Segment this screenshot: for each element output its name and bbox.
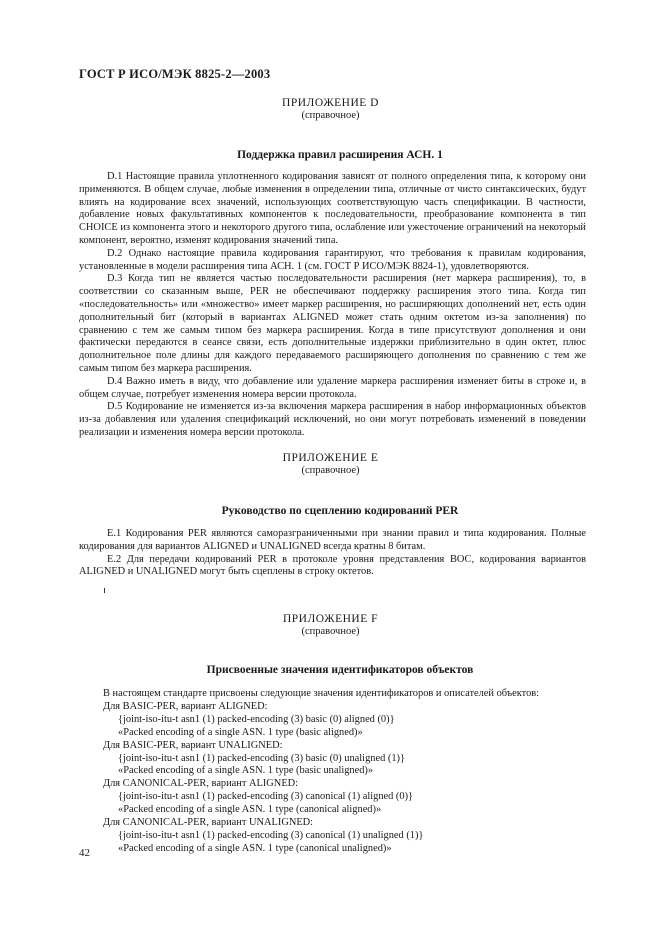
oid-value: {joint-iso-itu-t asn1 (1) packed-encoding (3) basic (0) unaligned (1)} (118, 752, 405, 764)
paragraph-e1: E.1 Кодирования PER являются саморазграниченными при знании правил и типа кодирования. Полные кодирования для вариантов ALIGNED и UNALIGNED всегда кратны 8 битам. (79, 528, 586, 552)
paragraph-d2: D.2 Однако настоящие правила кодирования гарантируют, что требования к правилам кодирования, установленные в модели расширения типа АСН. 1 (см. ГОСТ Р ИСО/МЭК 8824-1), удовлетворяются. (79, 247, 586, 272)
appendix-f-heading: Присвоенные значения идентификаторов объектов (206, 664, 474, 676)
oid-descriptor: «Packed encoding of a single ASN. 1 type (canonical aligned)» (118, 804, 382, 816)
paragraph-d1: D.1 Настоящие правила уплотненного кодирования зависят от полного определения типа, к которому они применяются. В общем случае, любые изменения в определении типа, отличные от чисто синтаксических, будут влиять на кодирование всех значений, использующих соответствующую часть спецификации. В частности, добавление новых факультативных компонентов к последовательности, преобразование компонента в тип CHOICE из компонента этого и некоторого другого типа, ослабление или ужесточение ограничений на некоторый компонент, вероятно, изменят кодирования значений типа. (79, 171, 586, 246)
paragraph-d4: D.4 Важно иметь в виду, что добавление или удаление маркера расширения изменяет биты в строке и, в общем случае, потребует изменения номера версии протокола. (79, 375, 586, 400)
oid-value: {joint-iso-itu-t asn1 (1) packed-encoding (3) canonical (1) unaligned (1)} (118, 829, 424, 841)
appendix-e-subtitle: (справочное) (301, 465, 360, 476)
appendix-d-heading: Поддержка правил расширения АСН. 1 (237, 149, 443, 161)
appendix-d-title: ПРИЛОЖЕНИЕ D (282, 97, 379, 109)
page-number: 42 (79, 847, 90, 859)
paragraph-d3: D.3 Когда тип не является частью последовательности расширения (нет маркера расширения), то, в соответствии со сказанным выше, PER не обеспечивают поддержку расширения этого типа. Когда тип «последовательность» или «множество» имеет маркер расширения, но расширяющих дополнений нет, есть один дополнительный бит (который в вариантах ALIGNED может стать одним октетом из-за заполнения) по сравнению с тем же самым типом без маркера расширения. Когда в типе присутствуют дополнения и они фактически передаются в сеансе связи, есть дополнительные издержки приблизительно в один октет, плюс дополнительное поле длины для каждого передаваемого расширяющего дополнения по сравнению с тем же самым типом без маркера расширения. (79, 273, 586, 374)
stray-mark (104, 588, 105, 593)
oid-label: Для CANONICAL-PER, вариант UNALIGNED: (103, 817, 314, 829)
appendix-f-title: ПРИЛОЖЕНИЕ F (282, 613, 379, 625)
oid-value: {joint-iso-itu-t asn1 (1) packed-encoding (3) basic (0) aligned (0)} (118, 713, 395, 725)
appendix-e-body (79, 528, 586, 579)
appendix-e-heading: Руководство по сцеплению кодирований PER (221, 505, 459, 517)
paragraph-e2: E.2 Для передачи кодирований PER в протоколе уровня представления ВОС, кодирования вариантов ALIGNED и UNALIGNED могут быть сцеплены в строку октетов. (79, 553, 586, 578)
oid-label: Для CANONICAL-PER, вариант ALIGNED: (103, 778, 299, 790)
appendix-d-body (79, 171, 586, 440)
appendix-f-subtitle: (справочное) (301, 626, 360, 637)
oid-value: {joint-iso-itu-t asn1 (1) packed-encoding (3) canonical (1) aligned (0)} (118, 791, 414, 803)
oid-descriptor: «Packed encoding of a single ASN. 1 type (canonical unaligned)» (118, 842, 392, 854)
oid-descriptor: «Packed encoding of a single ASN. 1 type (basic unaligned)» (118, 765, 374, 777)
oid-label: Для BASIC-PER, вариант UNALIGNED: (103, 739, 283, 751)
oid-label: Для BASIC-PER, вариант ALIGNED: (103, 700, 268, 712)
document-header: ГОСТ Р ИСО/МЭК 8825-2—2003 (79, 67, 271, 81)
paragraph-d5: D.5 Кодирование не изменяется из-за включения маркера расширения в набор информационных объектов из-за добавления или удаления спецификаций исключений, но они могут потребовать изменений в поведении реализации и изменения номера версии протокола. (79, 401, 586, 438)
appendix-d-subtitle: (справочное) (301, 110, 360, 121)
oid-intro: В настоящем стандарте присвоены следующие значения идентификаторов и описателей объектов: (103, 688, 540, 699)
oid-list (79, 688, 599, 856)
appendix-e-title: ПРИЛОЖЕНИЕ E (282, 452, 379, 464)
oid-descriptor: «Packed encoding of a single ASN. 1 type (basic aligned)» (118, 726, 363, 738)
